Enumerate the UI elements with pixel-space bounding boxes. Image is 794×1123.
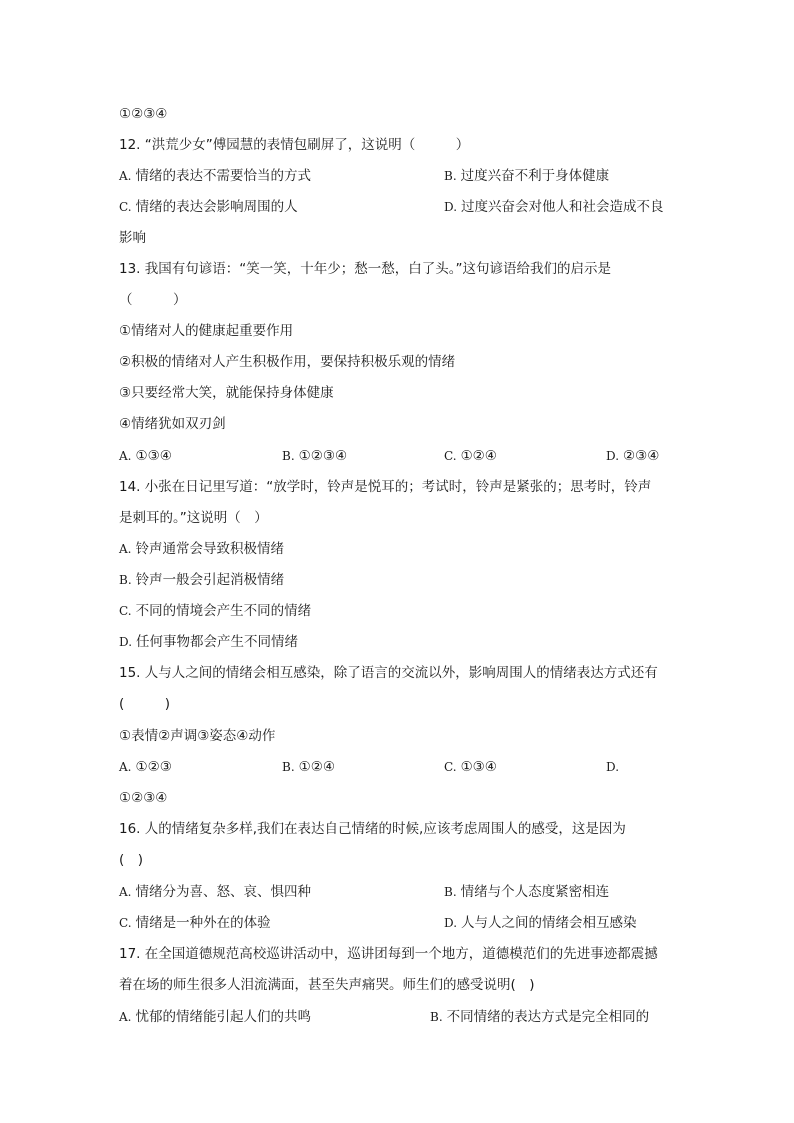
question-15: 15. 人与人之间的情绪会相互感染，除了语言的交流以外，影响周围人的情绪表达方式还有 <box>119 665 658 681</box>
q16-option-c: C. 情绪是一种外在的体验 <box>119 915 271 931</box>
q15-option-d: D. <box>606 760 620 774</box>
question-16: 16. 人的情绪复杂多样,我们在表达自己情绪的时候,应该考虑周围人的感受，这是因为 <box>119 821 626 837</box>
question-14-cont: 是刺耳的。”这说明（ ） <box>119 510 268 526</box>
q12-option-a: A. 情绪的表达不需要恰当的方式 <box>119 168 311 184</box>
q17-option-b: B. 不同情绪的表达方式是完全相同的 <box>430 1009 650 1025</box>
q17-option-a: A. 忧郁的情绪能引起人们的共鸣 <box>119 1009 311 1025</box>
question-17-cont: 着在场的师生很多人泪流满面，甚至失声痛哭。师生们的感受说明( ) <box>119 977 535 993</box>
q16-option-b: B. 情绪与个人态度紧密相连 <box>444 884 610 900</box>
question-13-blank: （ ） <box>119 292 187 308</box>
q12-option-d-continued: 影响 <box>119 230 146 246</box>
question-15-blank: ( ) <box>119 696 171 712</box>
q13-option-d: D. ②③④ <box>606 448 660 464</box>
q15-option-b: B. ①②④ <box>282 759 335 775</box>
q13-option-b: B. ①②③④ <box>282 448 348 464</box>
q15-option-d-continued: ①②③④ <box>119 790 168 806</box>
question-14: 14. 小张在日记里写道：“放学时，铃声是悦耳的；考试时，铃声是紧张的；思考时，铃声 <box>119 479 652 495</box>
question-17: 17. 在全国道德规范高校巡讲活动中，巡讲团每到一个地方，道德模范们的先进事迹都震撼 <box>119 946 658 962</box>
q14-option-b: B. 铃声一般会引起消极情绪 <box>119 572 285 588</box>
question-16-blank: ( ) <box>119 852 144 868</box>
q13-statement-1: ①情绪对人的健康起重要作用 <box>119 323 294 339</box>
answer-options-line: ①②③④ <box>119 106 168 122</box>
q12-option-c: C. 情绪的表达会影响周围的人 <box>119 199 298 215</box>
question-12: 12. “洪荒少女”傅园慧的表情包刷屏了，这说明（ ） <box>119 137 470 153</box>
q13-statement-2: ②积极的情绪对人产生积极作用，要保持积极乐观的情绪 <box>119 354 456 370</box>
q12-option-d: D. 过度兴奋会对他人和社会造成不良 <box>444 199 664 215</box>
q13-statement-3: ③只要经常大笑，就能保持身体健康 <box>119 385 334 401</box>
question-13: 13. 我国有句谚语：“笑一笑，十年少；愁一愁，白了头。”这句谚语给我们的启示是 <box>119 261 611 277</box>
q16-option-d: D. 人与人之间的情绪会相互感染 <box>444 915 637 931</box>
q13-option-a: A. ①③④ <box>119 448 172 464</box>
q15-option-c: C. ①③④ <box>444 759 497 775</box>
q15-statements: ①表情②声调③姿态④动作 <box>119 728 276 744</box>
q15-option-a: A. ①②③ <box>119 759 172 775</box>
q14-option-a: A. 铃声通常会导致积极情绪 <box>119 541 284 557</box>
q16-option-a: A. 情绪分为喜、怒、哀、惧四种 <box>119 884 311 900</box>
q13-option-c: C. ①②④ <box>444 448 497 464</box>
q14-option-d: D. 任何事物都会产生不同情绪 <box>119 634 299 650</box>
q12-option-b: B. 过度兴奋不利于身体健康 <box>444 168 610 184</box>
q13-statement-4: ④情绪犹如双刃剑 <box>119 416 226 432</box>
q14-option-c: C. 不同的情境会产生不同的情绪 <box>119 603 312 619</box>
